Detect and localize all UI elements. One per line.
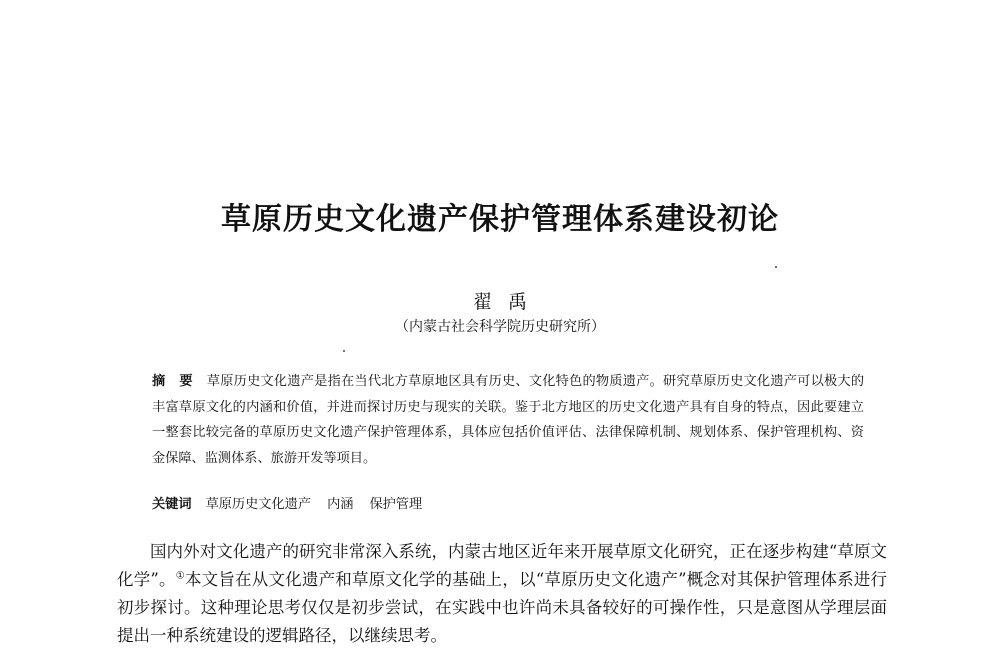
keywords-label: 关键词 <box>152 497 192 512</box>
body-text-part: 国内外对文化遗产的研究非常深入系统，内蒙古地区近年来开展草原文化研究，正在逐步构建“草原文化学”。 <box>117 542 887 589</box>
body-text-part: 本文旨在从文化遗产和草原文化学的基础上，以“草原历史文化遗产”概念对其保护管理体系进行初步探讨。这种理论思考仅仅是初步尝试，在实践中也许尚未具备较好的可操作性，只是意图从学理层面提出一种系统建设的逻辑路径，以继续思考。 <box>117 570 887 645</box>
article-title: 草原历史文化遗产保护管理体系建设初论 <box>221 202 779 237</box>
article-author: 翟禹 <box>472 291 543 313</box>
abstract-text: 草原历史文化遗产是指在当代北方草原地区具有历史、文化特色的物质遗产。研究草原历史文化遗产可以极大的丰富草原文化的内涵和价值，并进而探讨历史与现实的关联。鉴于北方地区的历史文化遗产具有自身的特点，因此要建立一整套比较完备的草原历史文化遗产保护管理体系，具体应包括价值评估、法律保障机制、规划体系、保护管理机构、资金保障、监测体系、旅游开发等项目。 <box>152 374 865 466</box>
keyword: 草原历史文化遗产 <box>205 497 312 512</box>
scan-speck <box>775 266 777 268</box>
abstract-label: 摘要 <box>152 374 207 389</box>
keyword: 内涵 <box>327 497 354 512</box>
abstract <box>152 369 864 471</box>
footnote-marker[interactable]: ① <box>175 570 185 582</box>
author-affiliation: （内蒙古社会科学院历史研究所） <box>395 319 605 335</box>
keyword: 保护管理 <box>369 497 423 512</box>
body-paragraph <box>117 538 887 650</box>
scan-speck <box>343 350 345 352</box>
keywords <box>152 493 864 512</box>
